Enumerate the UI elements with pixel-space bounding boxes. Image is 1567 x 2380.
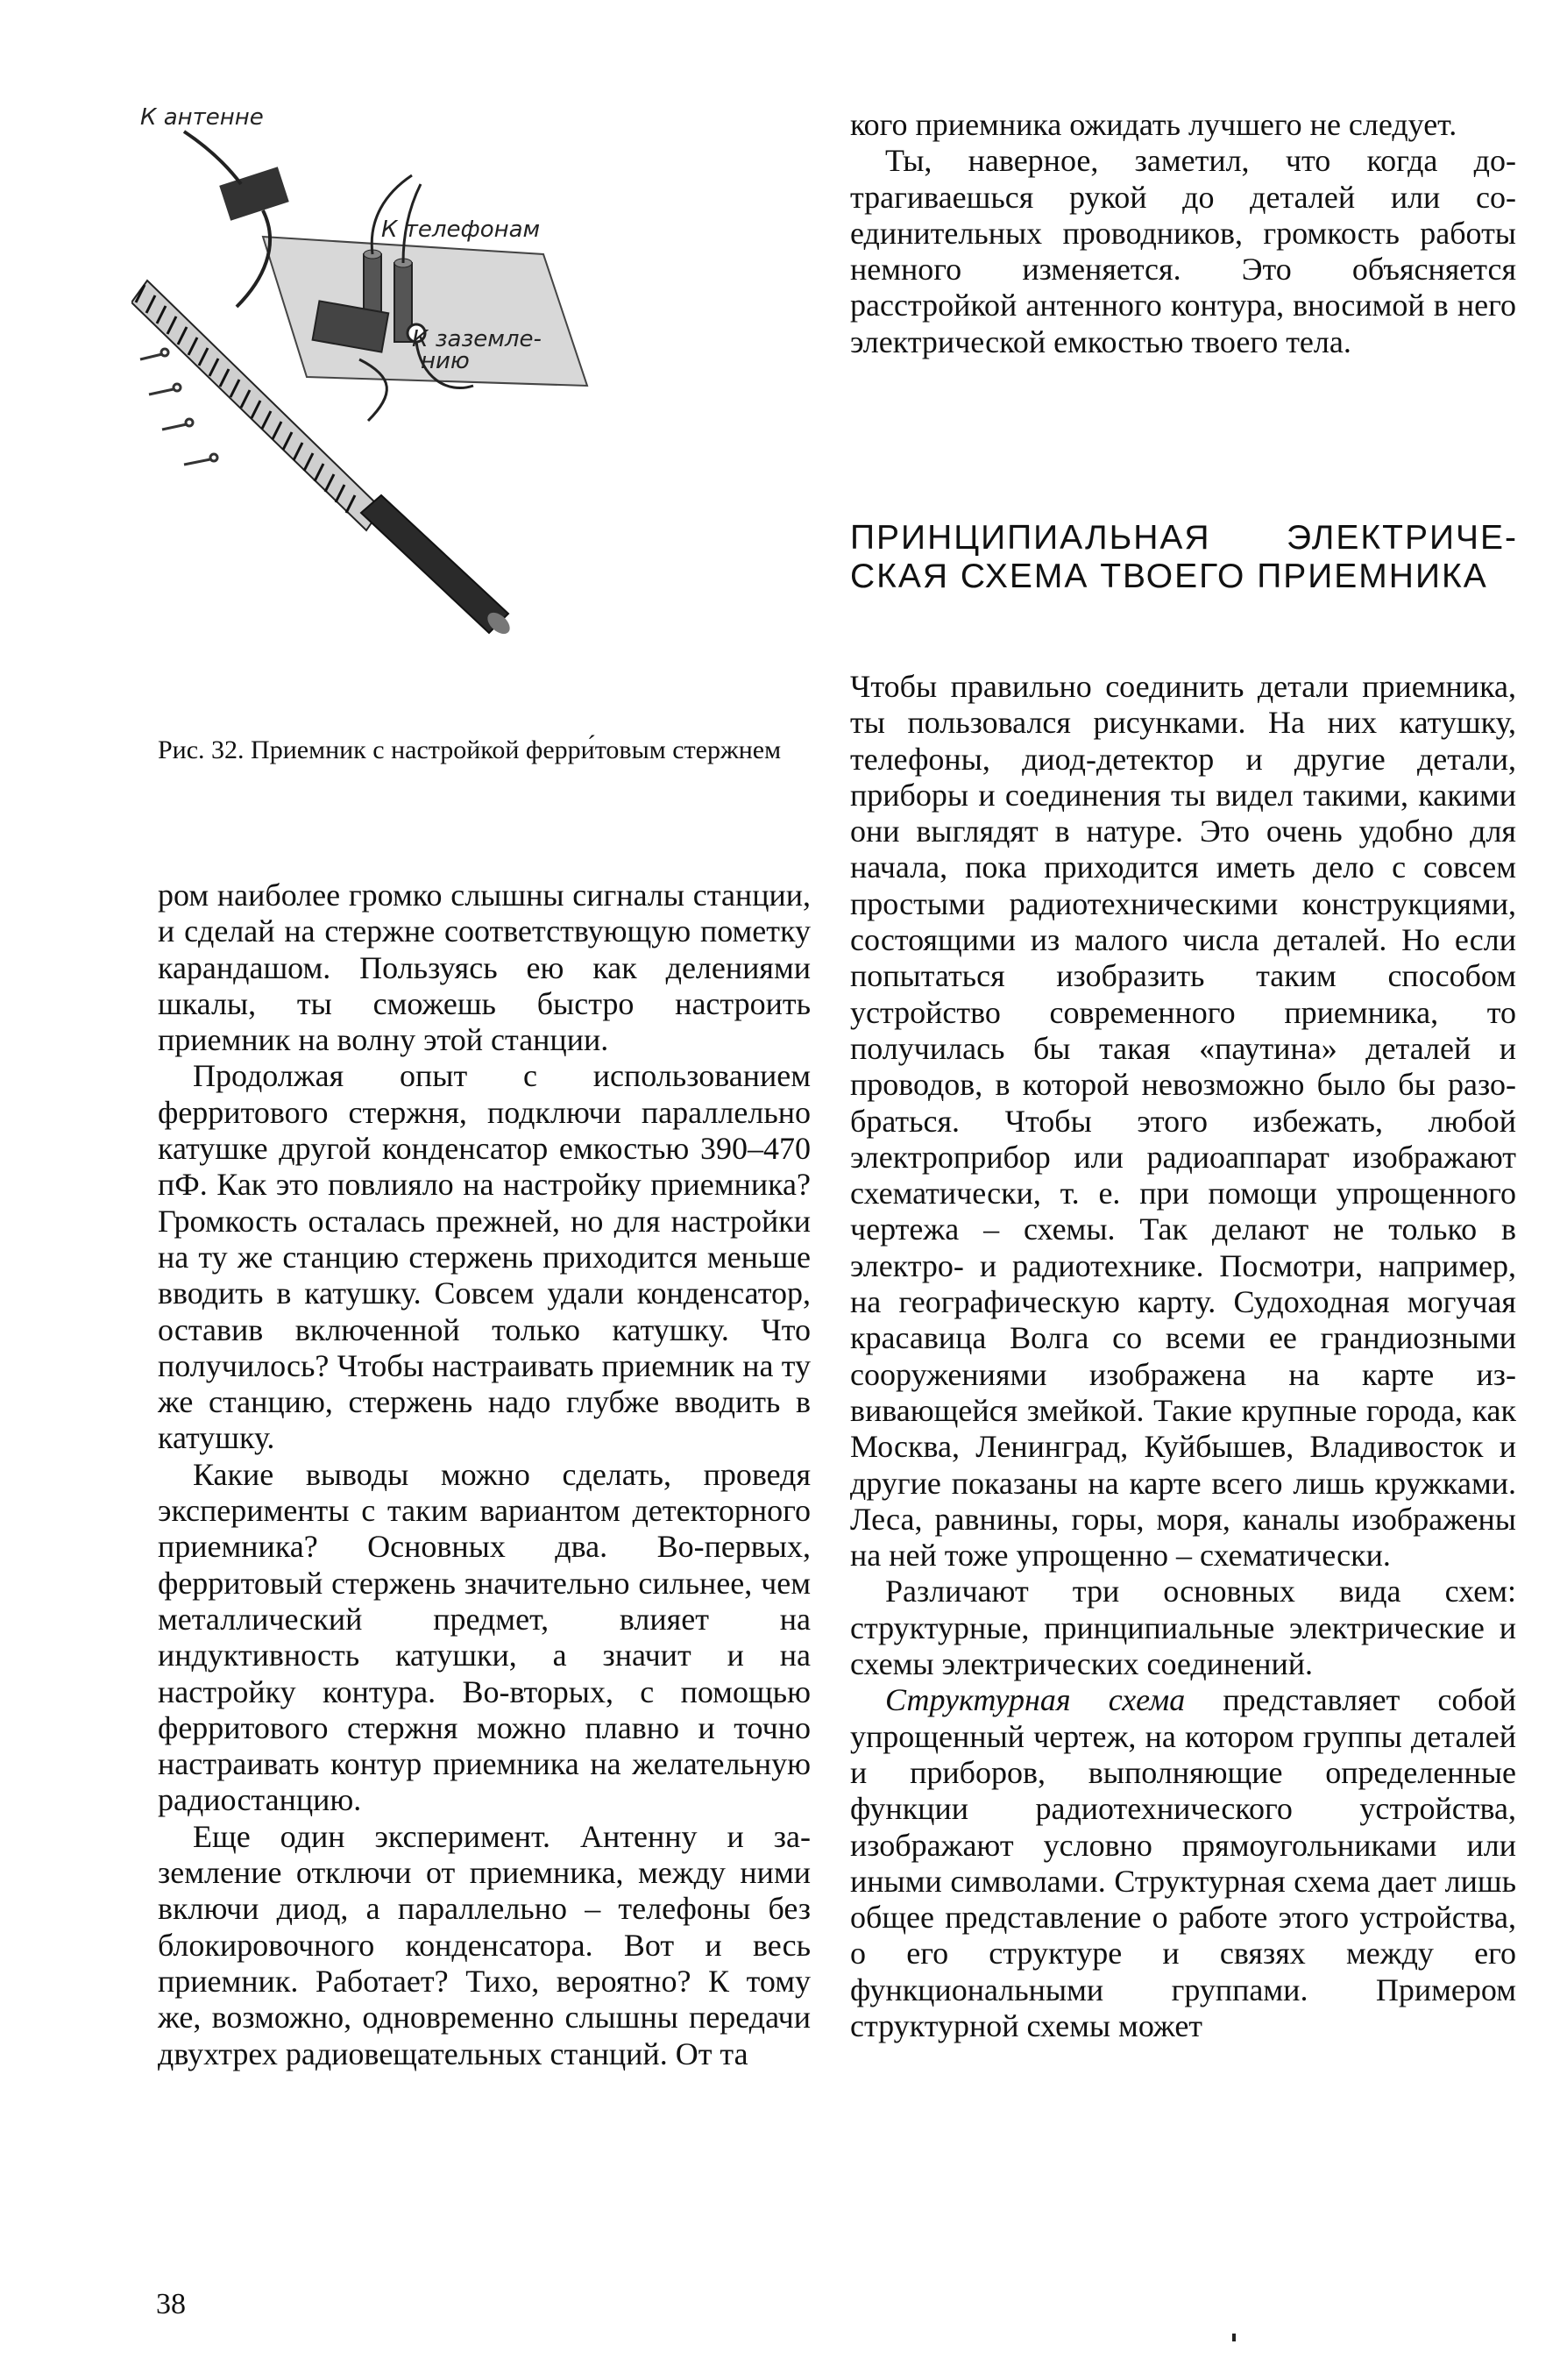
paragraph-text: представляет собой упрощенный чертеж, на котором группы деталей и приборов, выполняющие определенные функции радиотехнического устройства, изображают условно прямоугольниками или иными символами. Структурная схема дает лишь общее представление о работе этого устройства, о его структуре и связях между его функциональными группами. Примером структурной схемы может [850,1682,1516,2043]
figure-caption: Рис. 32. Приемник с настройкой ферри́товым стержнем [158,735,782,764]
page-number: 38 [156,2288,186,2320]
label-antenna: К антенне [140,104,264,131]
left-column [158,877,811,2072]
term-structural-scheme: Структурная схема [885,1682,1186,1718]
paragraph: Продолжая опыт с использованием ферритового стержня, подключи параллельно катушке другой конденсатор емкостью 390–470 пФ. Как это повлияло на настройку приемника? Громкость осталась прежней, но для настройки на ту же станцию стержень приходится меньше вводить в катушку. Совсем удали конденсатор, оставив включенной только катушку. Что получилось? Чтобы настраивать приемник на ту же станцию, стержень надо глубже вводить в катушку. [158,1058,811,1456]
label-ground-line2: нию [421,348,470,374]
paragraph: ром наиболее громко слышны сигналы станции, и сделай на стержне соответствующую пометку карандашом. Пользуясь ею как делениями шкалы, ты сможешь быстро настроить приемник на волну этой станции. [158,877,811,1058]
paragraph: Какие выводы можно сделать, проведя эксперименты с таким вариантом детекторного приемника? Основных два. Во-первых, ферритовый стержень значительно сильнее, чем металлический предмет, влияет на индуктивность катушки, а значит и на настройку контура. Во-вторых, с помощью ферритового стержня можно плавно и точно настраивать контур приемника на желательную радиостанцию. [158,1456,811,1818]
paragraph: Еще один эксперимент. Антенну и заземление отключи от приемника, между ними включи диод, а параллельно – телефоны без блокировочного конденсатора. Вот и весь приемник. Работает? Тихо, вероятно? К тому же, возможно, одновременно слышны передачи двухтрех радиовещательных станций. От та [158,1818,811,2071]
right-column-top [850,107,1516,360]
right-column-main [850,669,1516,2044]
paragraph-structural-scheme [850,1682,1516,2044]
paragraph: Ты, наверное, заметил, что когда дотрагиваешься рукой до деталей или соединительных проводников, громкость работы немного изменяется. Это объясняется расстройкой антенного контура, вносимой в него электрической емкостью твоего тела. [850,143,1516,359]
label-phones: К телефонам [381,217,541,243]
antenna-wire [237,210,270,307]
antenna-clip [184,131,289,221]
paragraph: Чтобы правильно соединить детали приемника, ты пользовался рисунками. На них катушку, телефоны, диод-детектор и другие детали, приборы и соединения ты видел такими, какими они выглядят в натуре. Это очень удобно для начала, пока приходится иметь дело с совсем простыми радиотехническими конструкциями, состоящими из малого числа деталей. Но если попытаться изобразить таким способом устройство современного приемника, то получилась бы такая «паутина» деталей и проводов, в которой невозможно было бы разобраться. Чтобы этого избежать, любой электроприбор или радиоаппарат изображают схематически, т. е. при помощи упрощенного чертежа – схемы. Так делают не только в электро- и радиотехнике. Посмотри, например, на географическую карту. Судоходная могучая красавица Волга со всеми ее грандиозными сооружениями изображена на карте извивающейся змейкой. Такие крупные города, как Москва, Ленинград, Куйбышев, Владивосток и другие показаны на карте всего лишь кружками. Леса, равнины, горы, моря, каналы изображены на ней тоже упрощенно – схематически. [850,669,1516,1574]
paragraph: кого приемника ожидать лучшего не следует. [850,107,1457,142]
scan-speck [1232,2334,1236,2341]
section-heading: ПРИНЦИПИАЛЬНАЯ ЭЛЕКТРИЧЕСКАЯ СХЕМА ТВОЕГО ПРИЕМНИКА [850,519,1516,595]
ferrite-receiver-drawing [131,96,657,657]
label-ground-line1: К заземле- [412,326,542,352]
receiver-illustration [131,96,657,657]
paragraph: Различают три основных вида схем: структурные, принципиальные электрические и схемы электрических соединений. [850,1574,1516,1682]
